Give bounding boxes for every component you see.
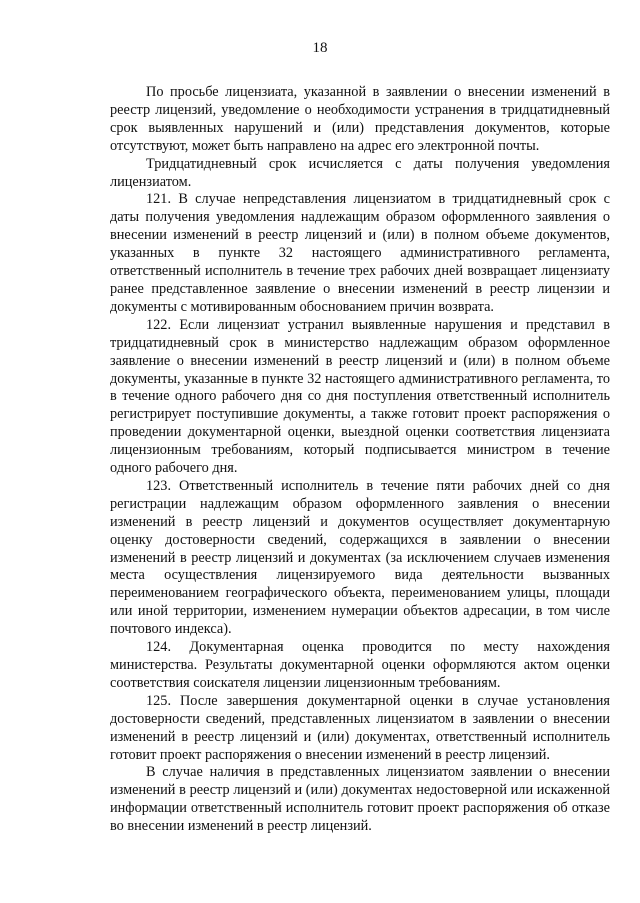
paragraph-121: 121. В случае непредставления лицензиатом в тридцатидневный срок с даты получения уведомления надлежащим образом оформленного заявления о внесении изменений в реестр лицензий и (или) в полном объеме документов, указанных в пункте 32 настоящего административного регламента, ответственный исполнитель в течение трех рабочих дней возвращает лицензиату ранее представленное заявление о внесении изменений в реестр лицензии и документы с мотивированным обоснованием причин возврата. bbox=[110, 191, 610, 315]
paragraph-123: 123. Ответственный исполнитель в течение пяти рабочих дней со дня регистрации надлежащим образом оформленного заявления о внесении изменений в реестр лицензий и документов осуществляет документарную оценку достоверности сведений, содержащихся в заявлении о внесении изменений в реестр лицензий и документах (за исключением случаев изменения места осуществления лицензируемого вида деятельности вызванных переименованием географического объекта, переименованием улицы, площади или иной территории, изменением нумерации объектов адресации, в том числе почтового индекса). bbox=[110, 477, 610, 638]
paragraph-124: 124. Документарная оценка проводится по месту нахождения министерства. Результаты документарной оценки оформляются актом оценки соответствия соискателя лицензии лицензионным требованиям. bbox=[110, 639, 610, 691]
paragraph-122: 122. Если лицензиат устранил выявленные нарушения и представил в тридцатидневный срок в министерство надлежащим образом оформленное заявление о внесении изменений в реестр лицензий и (или) в полном объеме документы, указанные в пункте 32 настоящего административного регламента, то в течение одного рабочего дня со дня поступления ответственный исполнитель регистрирует поступившие документы, а также готовит проект распоряжения о проведении документарной оценки, выездной оценки соответствия лицензиата лицензионным требованиям, который подписывается министром в течение одного рабочего дня. bbox=[110, 316, 610, 477]
paragraph-125: 125. После завершения документарной оценки в случае установления достоверности сведений, представленных лицензиатом в заявлении о внесении изменений в реестр лицензий и (или) документах, ответственный исполнитель готовит проект распоряжения о внесении изменений в реестр лицензий. bbox=[110, 692, 610, 763]
paragraph-email-notification: По просьбе лицензиата, указанной в заявлении о внесении изменений в реестр лицензий, уведомление о необходимости устранения в тридцатидневный срок выявленных нарушений и (или) представления документов, которые отсутствуют, может быть направлено на адрес его электронной почты. bbox=[110, 84, 610, 154]
document-body bbox=[110, 84, 610, 836]
paragraph-thirty-day-term: Тридцатидневный срок исчисляется с даты получения уведомления лицензиатом. bbox=[110, 155, 610, 190]
page-number: 18 bbox=[312, 40, 328, 56]
paragraph-refusal: В случае наличия в представленных лицензиатом заявлении о внесении изменений в реестр лицензий и (или) документах недостоверной или искаженной информации ответственный исполнитель готовит проект распоряжения об отказе во внесении изменений в реестр лицензий. bbox=[110, 764, 610, 835]
